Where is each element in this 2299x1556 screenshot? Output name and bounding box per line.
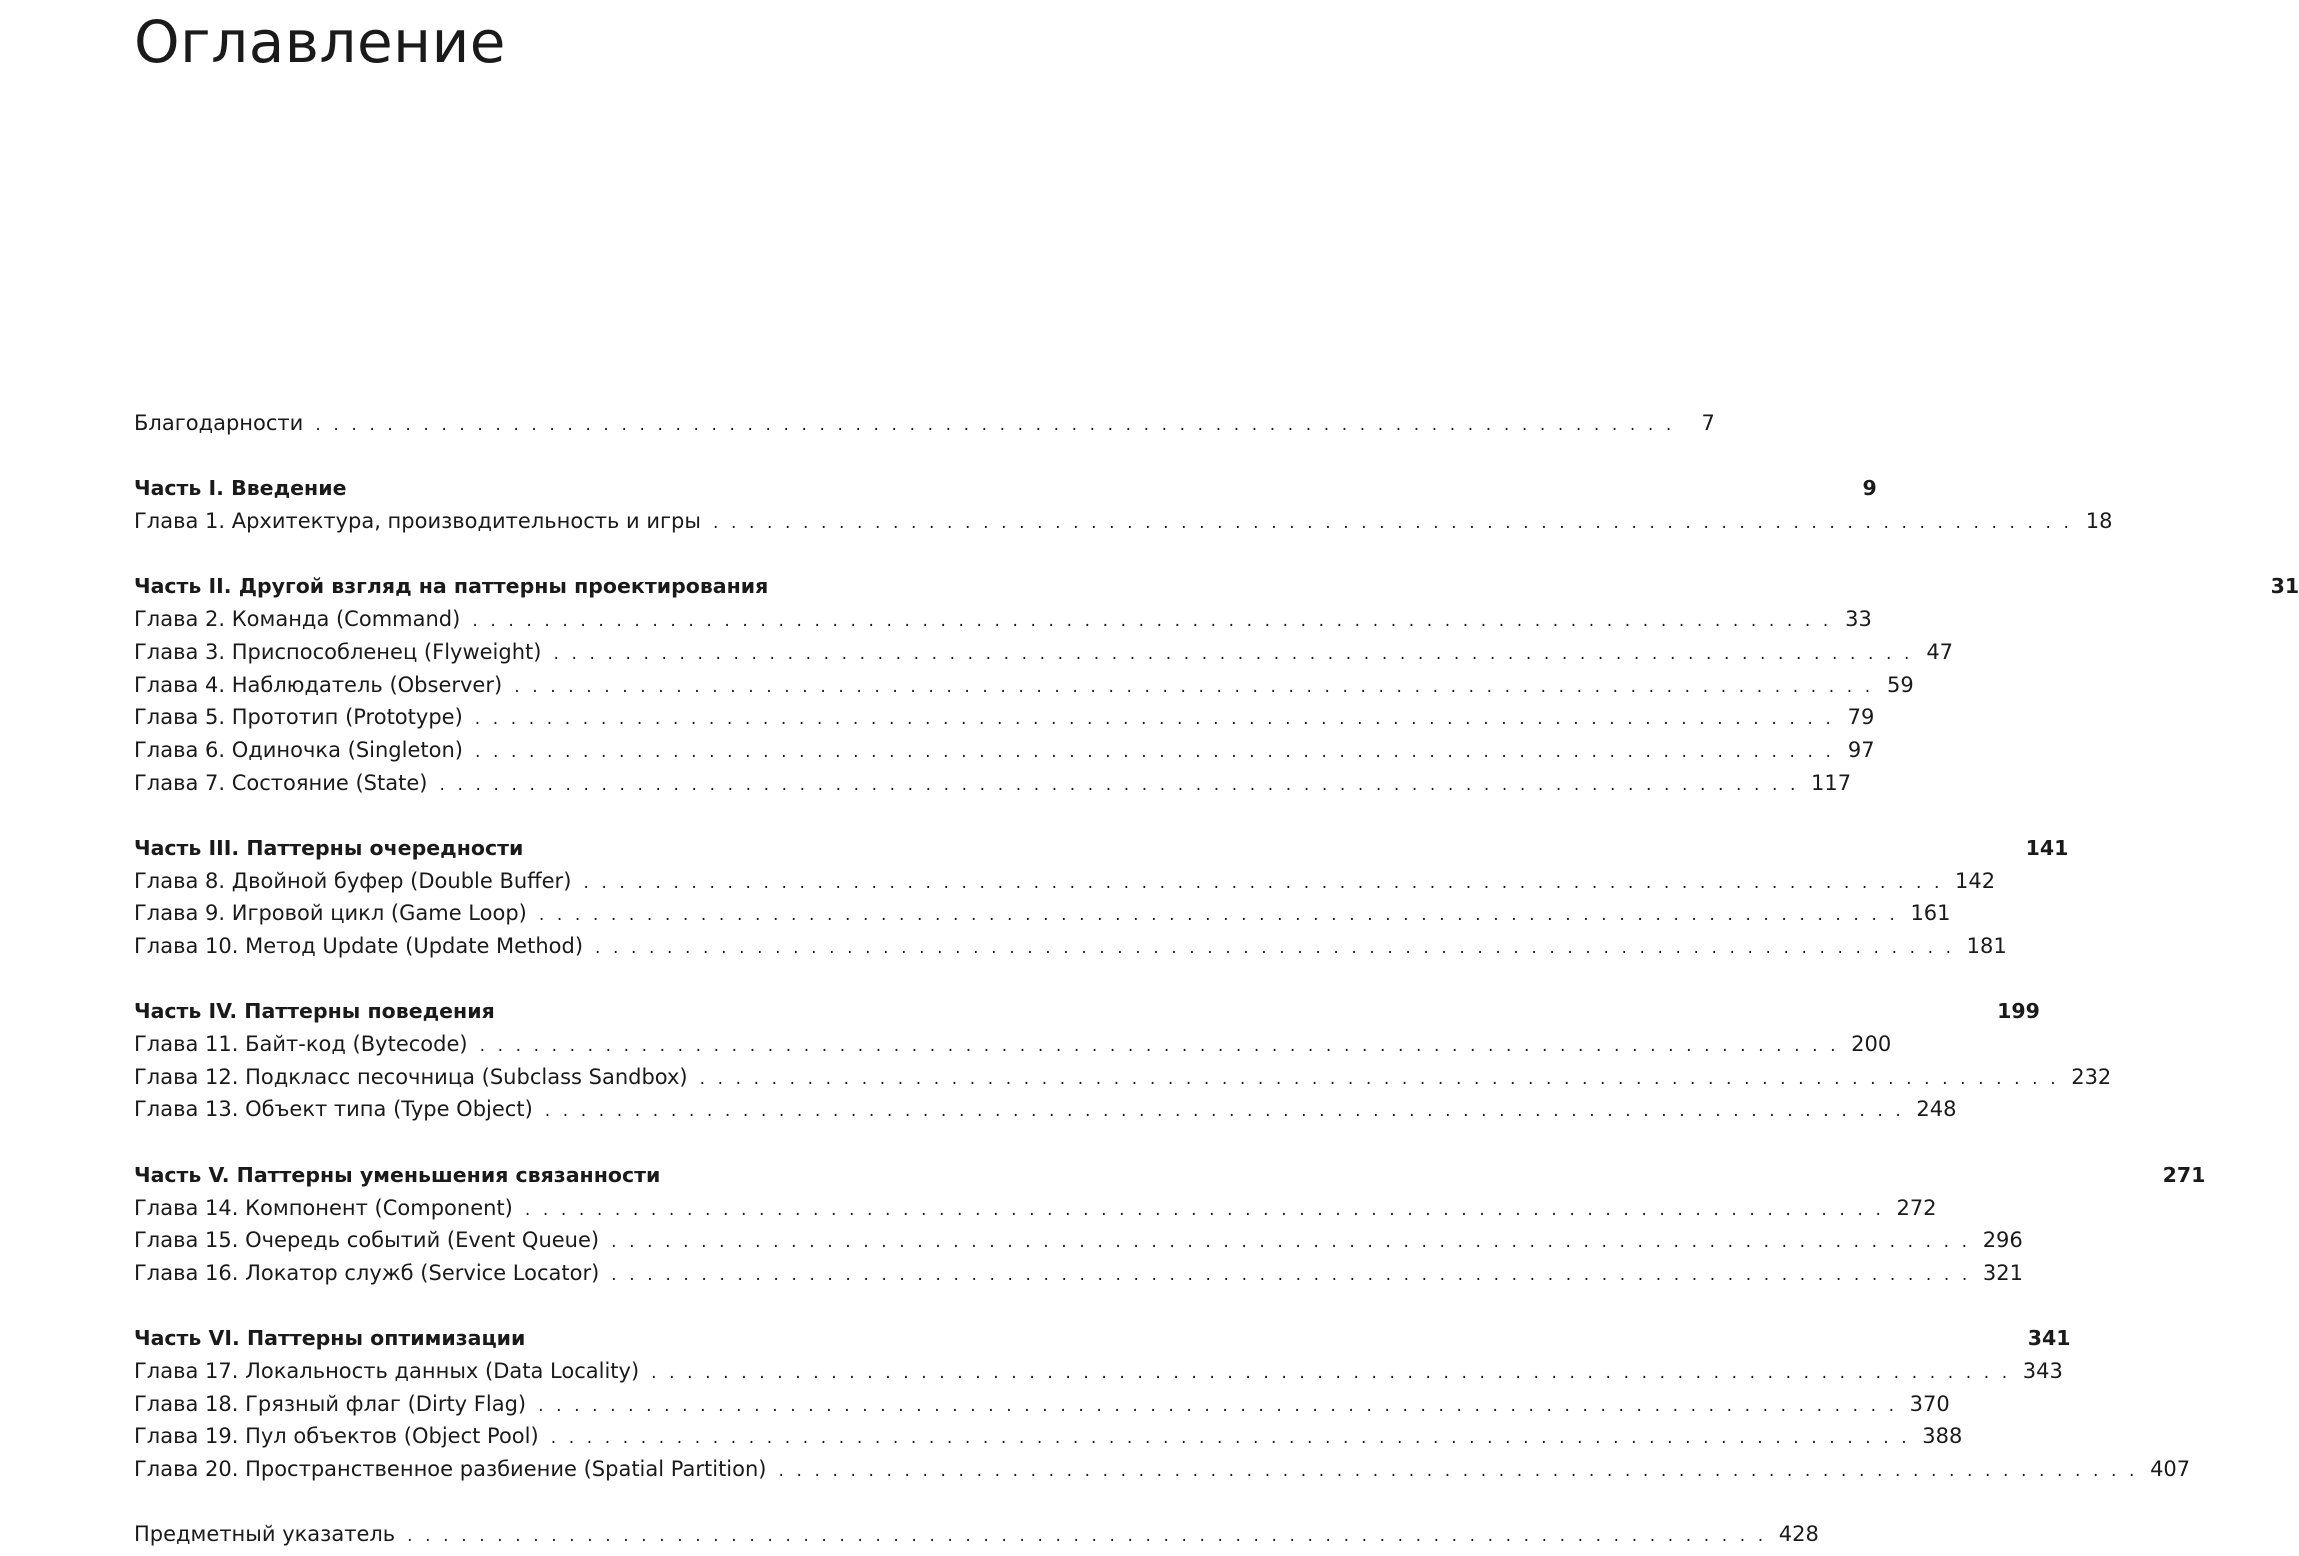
dot-leader: . . . . . . . . . . . . . . . . . . . . . . . . . . . . . . . . . . . . . . . . . . . . . . . . . . . . . . . . . . . . . . . . . . . . . . . . . . . . (472, 611, 1832, 632)
dot-leader: . . . . . . . . . . . . . . . . . . . . . . . . . . . . . . . . . . . . . . . . . . . . . . . . . . . . . . . . . . . . . . . . . . . . . . . . . . . . (407, 1526, 1767, 1547)
toc-entry-row[interactable] (134, 737, 1875, 771)
toc-page-number: 31 (2270, 574, 2299, 599)
toc-page-number: 9 (1862, 476, 1877, 501)
toc-page-number: 7 (1701, 411, 1715, 435)
toc-page-number: 117 (1811, 770, 1852, 795)
dot-leader: . . . . . . . . . . . . . . . . . . . . . . . . . . . . . . . . . . . . . . . . . . . . . . . . . . . . . . . . . . . . . . . . . . . . . . . . . . . . (524, 1199, 1885, 1220)
toc-page-number: 79 (1847, 705, 1875, 730)
toc-entry-row[interactable] (134, 607, 1872, 640)
toc-entry-row[interactable] (134, 868, 1996, 902)
toc-entry-row[interactable] (134, 1457, 2191, 1490)
toc-entry-row[interactable] (134, 1424, 1963, 1457)
toc-page-number: 33 (1845, 607, 1872, 632)
toc-entry-title: Глава 11. Байт-код (Bytecode) (134, 1032, 468, 1057)
toc-page-number: 321 (1982, 1260, 2023, 1285)
toc-entry-title: Благодарности (134, 411, 304, 435)
toc-entry-row[interactable] (134, 1358, 2063, 1392)
toc-part-title: Часть V. Паттерны уменьшения связанности (134, 1162, 661, 1187)
toc-part-title: Часть I. Введение (134, 476, 347, 501)
toc-part-row[interactable] (134, 574, 2299, 607)
toc-page-number: 343 (2022, 1358, 2063, 1383)
toc-page-number: 141 (2025, 835, 2069, 860)
toc-page-number: 200 (1851, 1032, 1892, 1057)
dot-leader: . . . . . . . . . . . . . . . . . . . . . . . . . . . . . . . . . . . . . . . . . . . . . . . . . . . . . . . . . . . . . . . . . . . . . . . . . . . . (583, 872, 1943, 893)
toc-entry-title: Глава 3. Приспособленец (Flyweight) (134, 639, 542, 664)
toc-page-number: 47 (1926, 639, 1954, 664)
toc-entry-row[interactable] (134, 1260, 2023, 1294)
toc-page-number: 428 (1778, 1522, 1819, 1547)
toc-entry-row[interactable] (134, 1064, 2112, 1098)
toc-page-number: 161 (1910, 901, 1951, 926)
toc-entry-title: Глава 18. Грязный флаг (Dirty Flag) (134, 1391, 527, 1416)
toc-entry-row[interactable] (134, 901, 1951, 934)
toc-entry-row[interactable] (134, 1522, 1819, 1555)
toc-part-row[interactable] (134, 476, 1877, 509)
toc-part-title: Часть II. Другой взгляд на паттерны проектирования (134, 574, 769, 599)
toc-part-row[interactable] (134, 1326, 2071, 1359)
toc-page-number: 142 (1954, 868, 1996, 893)
dot-leader: . . . . . . . . . . . . . . . . . . . . . . . . . . . . . . . . . . . . . . . . . . . . . . . . . . . . . . . . . . . . . . . . . . . . . . . . . . . . (474, 709, 1835, 730)
toc-entry-title: Глава 12. Подкласс песочница (Subclass Sandbox) (134, 1064, 688, 1089)
dot-leader: . . . . . . . . . . . . . . . . . . . . . . . . . . . . . . . . . . . . . . . . . . . . . . . . . . . . . . . . . . . . . . . . . . . . . . . . . . . . (514, 676, 1874, 697)
toc-entry-title: Глава 20. Пространственное разбиение (Spatial Partition) (134, 1457, 767, 1481)
dot-leader: . . . . . . . . . . . . . . . . . . . . . . . . . . . . . . . . . . . . . . . . . . . . . . . . . . . . . . . . . . . . . . . . . . . . . . . . . . . . (479, 1036, 1840, 1057)
toc-entry-row[interactable] (134, 672, 1914, 706)
toc-entry-title: Глава 8. Двойной буфер (Double Buffer) (134, 868, 572, 893)
toc-page-number: 199 (1997, 999, 2040, 1024)
toc-entry-title: Глава 2. Команда (Command) (134, 607, 461, 632)
dot-leader: . . . . . . . . . . . . . . . . . . . . . . . . . . . . . . . . . . . . . . . . . . . . . . . . . . . . . . . . . . . . . . . . . . . . . . . . . . . . (651, 1362, 2011, 1383)
dot-leader: . . . . . . . . . . . . . . . . . . . . . . . . . . . . . . . . . . . . . . . . . . . . . . . . . . . . . . . . . . . . . . . . . . . . . . . . . . . . (538, 905, 1899, 926)
page-title: Оглавление (134, 8, 506, 76)
toc-part-title: Часть VI. Паттерны оптимизации (134, 1326, 526, 1351)
toc-entry-title: Предметный указатель (134, 1522, 396, 1547)
toc-entry-row[interactable] (134, 770, 1852, 804)
dot-leader: . . . . . . . . . . . . . . . . . . . . . . . . . . . . . . . . . . . . . . . . . . . . . . . . . . . . . . . . . . . . . . . . . . . . . . . . . . . . (778, 1461, 2139, 1481)
toc-entry-row[interactable] (134, 639, 1954, 673)
dot-leader: . . . . . . . . . . . . . . . . . . . . . . . . . . . . . . . . . . . . . . . . . . . . . . . . . . . . . . . . . . . . . . . . . . . . . . . . . . . . (550, 1428, 1911, 1449)
toc-entry-title: Глава 1. Архитектура, производительность и игры (134, 509, 701, 534)
table-of-contents (134, 411, 2299, 1555)
toc-page-number: 272 (1896, 1195, 1937, 1220)
toc-page-number: 181 (1966, 934, 2007, 958)
dot-leader: . . . . . . . . . . . . . . . . . . . . . . . . . . . . . . . . . . . . . . . . . . . . . . . . . . . . . . . . . . . . . . . . . . . . . . . . . . . . (699, 1068, 2060, 1089)
toc-entry-title: Глава 17. Локальность данных (Data Locality) (134, 1358, 640, 1383)
toc-entry-title: Глава 15. Очередь событий (Event Queue) (134, 1228, 600, 1253)
toc-part-row[interactable] (134, 999, 2040, 1032)
toc-page-number: 248 (1916, 1097, 1957, 1122)
toc-entry-title: Глава 7. Состояние (State) (134, 770, 428, 795)
toc-part-row[interactable] (134, 835, 2069, 869)
toc-part-row[interactable] (134, 1162, 2206, 1196)
toc-page-number: 388 (1922, 1424, 1963, 1449)
toc-entry-title: Глава 6. Одиночка (Singleton) (134, 737, 463, 762)
dot-leader: . . . . . . . . . . . . . . . . . . . . . . . . . . . . . . . . . . . . . . . . . . . . . . . . . . . . . . . . . . . . . . . . . . . . . . . . . . . . (553, 643, 1914, 664)
toc-entry-row[interactable] (134, 1195, 1937, 1229)
toc-page-number: 341 (2027, 1326, 2071, 1351)
toc-part-title: Часть III. Паттерны очередности (134, 835, 524, 860)
toc-entry-title: Глава 5. Прототип (Prototype) (134, 705, 463, 730)
toc-entry-row[interactable] (134, 509, 2113, 542)
toc-entry-row[interactable] (134, 1032, 1892, 1065)
toc-entry-title: Глава 10. Метод Update (Update Method) (134, 934, 584, 958)
dot-leader: . . . . . . . . . . . . . . . . . . . . . . . . . . . . . . . . . . . . . . . . . . . . . . . . . . . . . . . . . . . . . . . . . . . . . . . . . . . . (439, 774, 1800, 795)
toc-page-number: 97 (1847, 737, 1875, 762)
toc-entry-title: Глава 19. Пул объектов (Object Pool) (134, 1424, 539, 1449)
toc-part-title: Часть IV. Паттерны поведения (134, 999, 495, 1024)
toc-entry-row[interactable] (134, 705, 1875, 738)
dot-leader: . . . . . . . . . . . . . . . . . . . . . . . . . . . . . . . . . . . . . . . . . . . . . . . . . . . . . . . . . . . . . . . . . . . . . . . . . . . . (595, 938, 1955, 958)
toc-page-number: 271 (2162, 1162, 2206, 1187)
dot-leader: . . . . . . . . . . . . . . . . . . . . . . . . . . . . . . . . . . . . . . . . . . . . . . . . . . . . . . . . . . . . . . . . . . . . . . . . . . . . (315, 415, 1675, 435)
toc-page-number: 370 (1909, 1391, 1950, 1416)
dot-leader: . . . . . . . . . . . . . . . . . . . . . . . . . . . . . . . . . . . . . . . . . . . . . . . . . . . . . . . . . . . . . . . . . . . . . . . . . . . . (712, 513, 2073, 534)
toc-entry-row[interactable] (134, 1391, 1950, 1425)
toc-page-number: 407 (2150, 1457, 2191, 1481)
toc-page-number: 232 (2071, 1064, 2112, 1089)
dot-leader: . . . . . . . . . . . . . . . . . . . . . . . . . . . . . . . . . . . . . . . . . . . . . . . . . . . . . . . . . . . . . . . . . . . . . . . . . . . . (611, 1264, 1971, 1285)
toc-entry-title: Глава 4. Наблюдатель (Observer) (134, 672, 503, 697)
dot-leader: . . . . . . . . . . . . . . . . . . . . . . . . . . . . . . . . . . . . . . . . . . . . . . . . . . . . . . . . . . . . . . . . . . . . . . . . . . . . (474, 741, 1835, 762)
toc-page-number: 59 (1887, 672, 1914, 697)
toc-page-number: 296 (1982, 1228, 2023, 1253)
dot-leader: . . . . . . . . . . . . . . . . . . . . . . . . . . . . . . . . . . . . . . . . . . . . . . . . . . . . . . . . . . . . . . . . . . . . . . . . . . . . (538, 1395, 1898, 1416)
toc-entry-row[interactable] (134, 934, 2007, 967)
toc-entry-row[interactable] (134, 1097, 1957, 1130)
toc-page-number: 18 (2085, 509, 2113, 534)
dot-leader: . . . . . . . . . . . . . . . . . . . . . . . . . . . . . . . . . . . . . . . . . . . . . . . . . . . . . . . . . . . . . . . . . . . . . . . . . . . . (611, 1232, 1971, 1253)
toc-entry-title: Глава 13. Объект типа (Type Object) (134, 1097, 533, 1122)
toc-entry-row[interactable] (134, 1228, 2023, 1261)
toc-entry-title: Глава 16. Локатор служб (Service Locator) (134, 1260, 600, 1285)
dot-leader: . . . . . . . . . . . . . . . . . . . . . . . . . . . . . . . . . . . . . . . . . . . . . . . . . . . . . . . . . . . . . . . . . . . . . . . . . . . . (544, 1101, 1905, 1122)
toc-entry-row[interactable] (134, 411, 1715, 444)
toc-entry-title: Глава 9. Игровой цикл (Game Loop) (134, 901, 527, 926)
toc-entry-title: Глава 14. Компонент (Component) (134, 1195, 513, 1220)
